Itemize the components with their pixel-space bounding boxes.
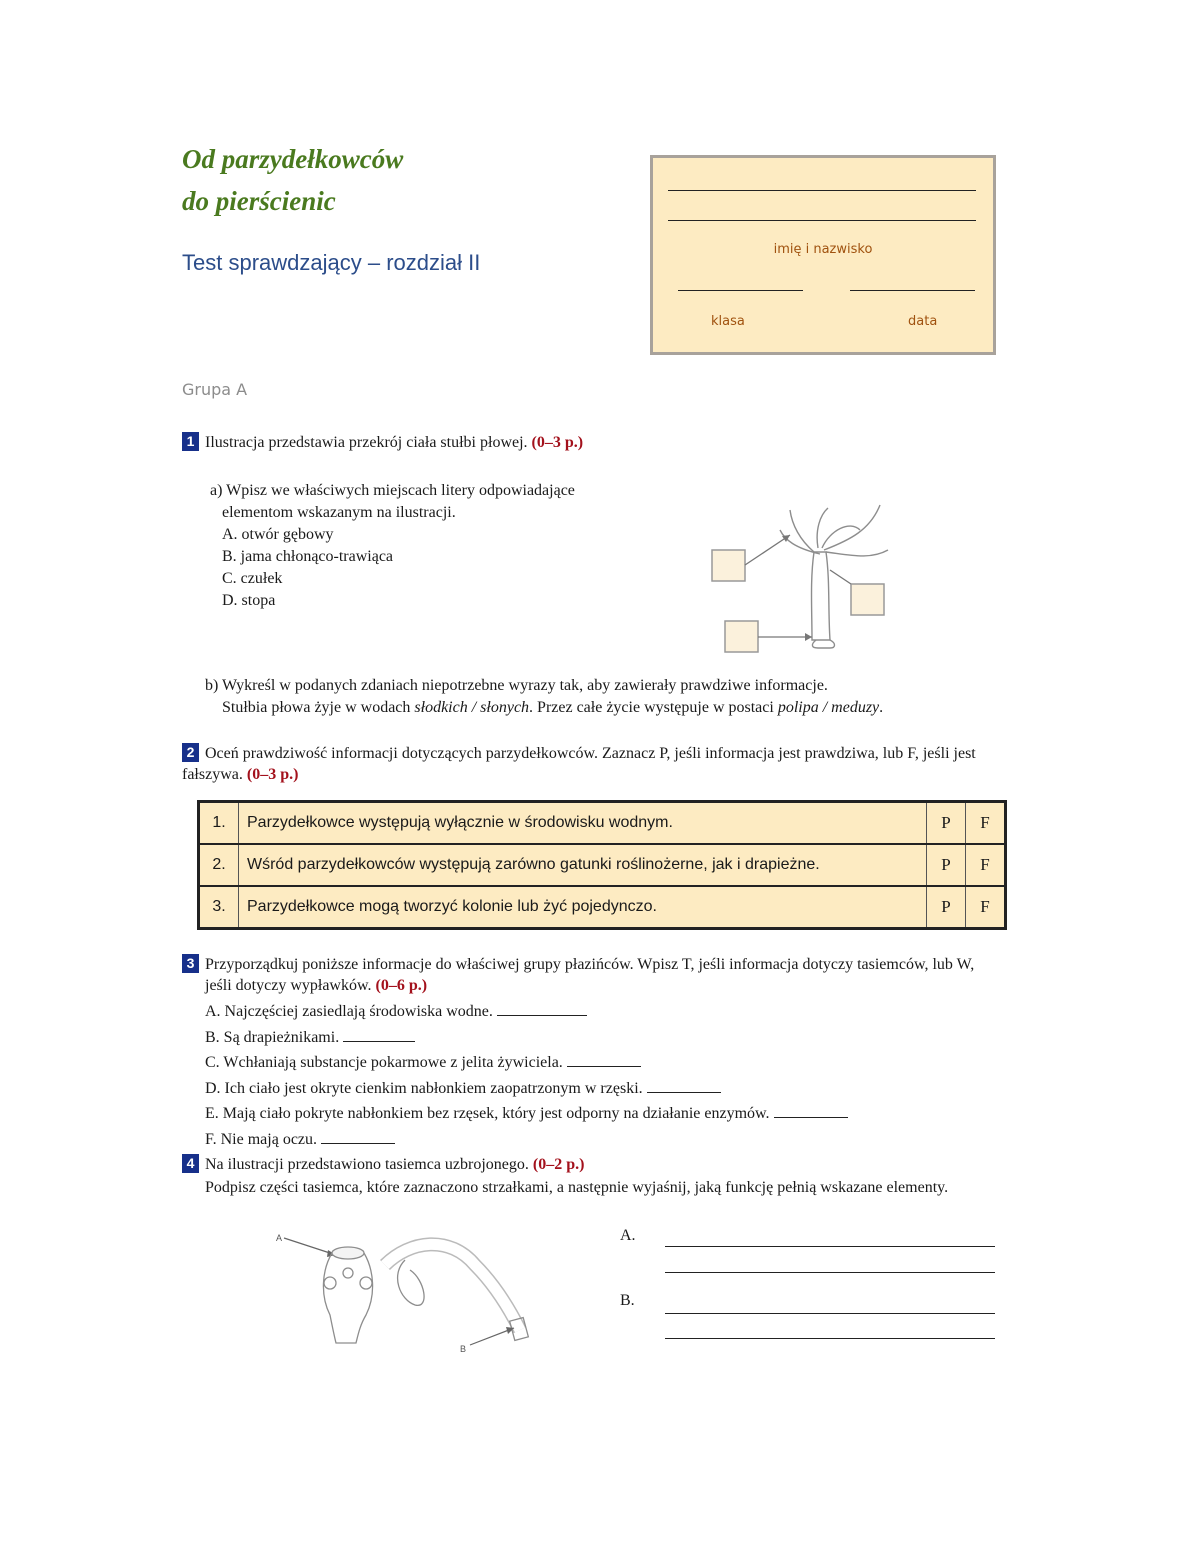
question-number: 4 — [182, 1154, 199, 1173]
list-item — [205, 1050, 848, 1076]
row-number: 2. — [199, 844, 239, 886]
option-b: B. jama chłonąco-trawiąca — [222, 548, 394, 565]
tapeworm-illustration — [270, 1225, 540, 1360]
true-false-table — [197, 800, 1007, 930]
title-line-2: do pierścienic — [182, 186, 336, 216]
q1-part-a — [210, 480, 575, 612]
answer-blank[interactable] — [497, 1001, 587, 1016]
item-text: A. Najczęściej zasiedlają środowiska wodne. — [205, 1003, 493, 1020]
group-label: Grupa A — [182, 380, 248, 399]
list-item — [205, 1025, 848, 1051]
q1-part-b — [205, 675, 883, 719]
page-title — [182, 138, 403, 222]
option-c: C. czułek — [222, 570, 283, 587]
answer-box-3[interactable] — [725, 621, 758, 652]
statement-b — [205, 697, 883, 719]
statement: Parzydełkowce występują wyłącznie w środowisku wodnym. — [239, 802, 927, 845]
false-option[interactable]: F — [966, 886, 1006, 929]
figure-label-b: B — [460, 1344, 467, 1354]
answer-box-2[interactable] — [851, 584, 884, 615]
option-d: D. stopa — [222, 592, 276, 609]
answer-line-b-1[interactable] — [665, 1313, 995, 1314]
false-option[interactable]: F — [966, 844, 1006, 886]
table-row — [199, 844, 1006, 886]
row-number: 1. — [199, 802, 239, 845]
answer-line-a-2[interactable] — [665, 1272, 995, 1273]
date-label: data — [908, 314, 938, 329]
class-label: klasa — [711, 314, 745, 329]
answer-blank[interactable] — [647, 1078, 721, 1093]
figure-label-a: A — [276, 1233, 283, 1243]
question-text: Na ilustracji przedstawiono tasiemca uzbrojonego. — [205, 1156, 529, 1173]
choice-water-type[interactable]: słodkich / słonych — [414, 699, 530, 716]
statement-b-end: . — [879, 699, 884, 716]
question-number: 2 — [182, 743, 199, 762]
statement: Wśród parzydełkowców występują zarówno gatunki roślinożerne, jak i drapieżne. — [239, 844, 927, 886]
points: (0–3 p.) — [246, 766, 299, 783]
question-text: Oceń prawdziwość informacji dotyczących parzydełkowców. Zaznacz P, jeśli informacja jest prawdziwa, lub F, jeśli jest fałszywa. — [182, 745, 976, 783]
true-option[interactable]: P — [927, 844, 966, 886]
item-text: F. Nie mają oczu. — [205, 1130, 318, 1148]
statement-b-text-1: Stułbia płowa żyje w wodach — [222, 699, 415, 716]
choice-form[interactable]: polipa / meduzy — [777, 699, 880, 716]
list-item — [205, 1076, 848, 1102]
list-item — [205, 1127, 848, 1153]
points: (0–6 p.) — [375, 977, 428, 994]
instruction-line-2: elementom wskazanym na ilustracji. — [222, 504, 456, 521]
item-text: E. Mają ciało pokryte nabłonkiem bez rzęsek, który jest odporny na działanie enzymów. — [205, 1105, 770, 1123]
test-subtitle: Test sprawdzający – rozdział II — [182, 250, 481, 275]
question-number: 1 — [182, 432, 199, 451]
question-4 — [182, 1154, 1022, 1198]
instruction-b: b) Wykreśl w podanych zdaniach niepotrzebne wyrazy tak, aby zawierały prawdziwe informacje. — [205, 677, 828, 694]
option-a: A. otwór gębowy — [222, 526, 334, 543]
answer-blank[interactable] — [343, 1027, 415, 1042]
question-3 — [182, 954, 1022, 996]
statement: Parzydełkowce mogą tworzyć kolonie lub żyć pojedynczo. — [239, 886, 927, 929]
table-row — [199, 886, 1006, 929]
list-item — [205, 999, 848, 1025]
false-option[interactable]: F — [966, 802, 1006, 845]
date-line[interactable] — [850, 290, 975, 291]
table-row — [199, 802, 1006, 845]
name-line-1[interactable] — [668, 190, 976, 191]
answer-label-b: B. — [620, 1292, 635, 1309]
answer-blank[interactable] — [567, 1052, 641, 1067]
list-item — [205, 1101, 848, 1127]
question-2 — [182, 743, 1012, 785]
row-number: 3. — [199, 886, 239, 929]
answer-blank[interactable] — [774, 1103, 848, 1118]
item-text: D. Ich ciało jest okryte cienkim nabłonkiem zaopatrzonym w rzęski. — [205, 1079, 643, 1097]
item-text: C. Wchłaniają substancje pokarmowe z jelita żywiciela. — [205, 1054, 563, 1072]
question-number: 3 — [182, 954, 199, 973]
question-text: Ilustracja przedstawia przekrój ciała stułbi płowej. — [205, 434, 528, 451]
answer-box-1[interactable] — [712, 550, 745, 581]
question-text-line-1: Przyporządkuj poniższe informacje do właściwej grupy płazińców. Wpisz T, jeśli informacja dotyczy tasiemców, lub W, — [205, 956, 975, 973]
student-info-box — [650, 155, 996, 355]
q3-items — [205, 999, 848, 1153]
true-option[interactable]: P — [927, 886, 966, 929]
statement-b-text-2: . Przez całe życie występuje w postaci — [529, 699, 778, 716]
name-label: imię i nazwisko — [773, 242, 873, 257]
question-text-line-2: Podpisz części tasiemca, które zaznaczono strzałkami, a następnie wyjaśnij, jaką funkcję pełnią wskazane elementy. — [205, 1179, 949, 1196]
hydra-illustration — [700, 490, 900, 660]
title-line-1: Od parzydełkowców — [182, 144, 404, 174]
answer-line-a-1[interactable] — [665, 1246, 995, 1247]
item-text: B. Są drapieżnikami. — [205, 1028, 340, 1046]
question-text-line-2: jeśli dotyczy wypławków. — [205, 977, 372, 994]
question-1 — [182, 432, 583, 453]
answer-label-a: A. — [620, 1227, 636, 1244]
answer-line-b-2[interactable] — [665, 1338, 995, 1339]
class-line[interactable] — [678, 290, 803, 291]
points: (0–2 p.) — [532, 1156, 585, 1173]
answer-blank[interactable] — [321, 1129, 395, 1144]
true-option[interactable]: P — [927, 802, 966, 845]
points: (0–3 p.) — [531, 434, 584, 451]
name-line-2[interactable] — [668, 220, 976, 221]
instruction-line-1: a) Wpisz we właściwych miejscach litery odpowiadające — [210, 482, 575, 499]
